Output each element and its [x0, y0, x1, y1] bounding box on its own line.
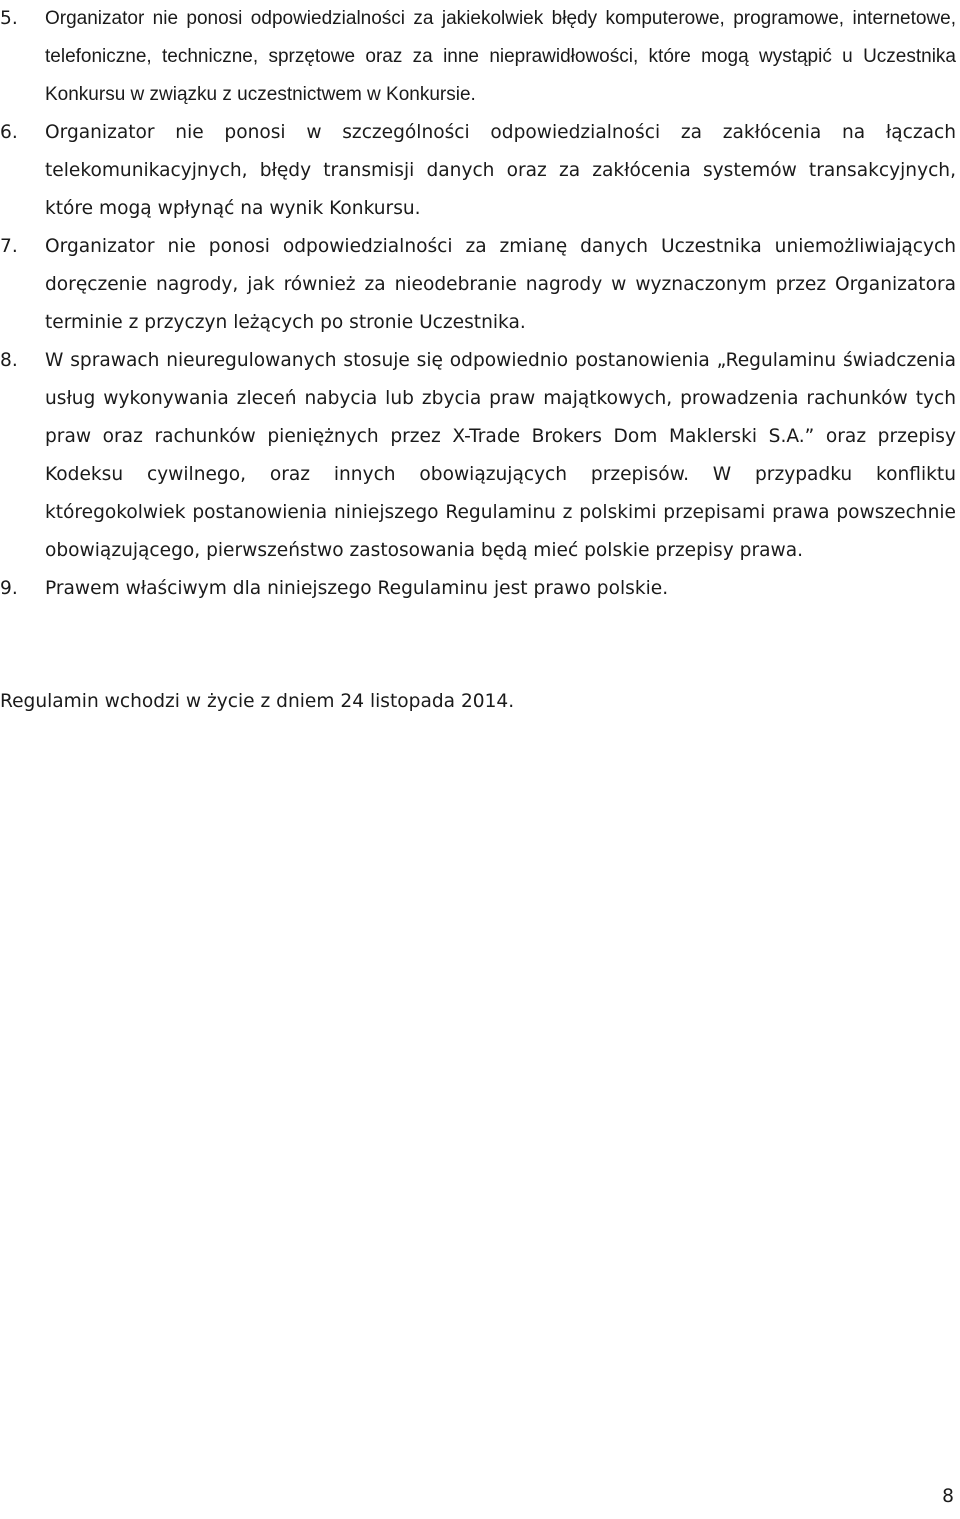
list-item	[0, 342, 956, 570]
item-text: W sprawach nieuregulowanych stosuje się odpowiednio postanowienia „Regulaminu świadczenia usług wykonywania zleceń nabycia lub zbycia praw majątkowych, prowadzenia rachunków tych praw oraz rachunków pieniężnych przez X-Trade Brokers Dom Maklerski S.A.” oraz przepisy Kodeksu cywilnego, oraz innych obowiązujących przepisów. W przypadku konfliktu któregokolwiek postanowienia niniejszego Regulaminu z polskimi przepisami prawa powszechnie obowiązującego, pierwszeństwo zastosowania będą mieć polskie przepisy prawa.	[45, 350, 956, 561]
item-text: Prawem właściwym dla niniejszego Regulaminu jest prawo polskie.	[45, 578, 669, 599]
item-number: 8.	[0, 350, 18, 371]
list-item	[0, 0, 956, 114]
item-text: Organizator nie ponosi w szczególności odpowiedzialności za zakłócenia na łączach telekomunikacyjnych, błędy transmisji danych oraz za zakłócenia systemów transakcyjnych, które mogą wpłynąć na wynik Konkursu.	[45, 122, 956, 219]
list-item	[0, 114, 956, 228]
effective-date-statement: Regulamin wchodzi w życie z dniem 24 listopada 2014.	[0, 691, 515, 712]
page-number: 8	[942, 1486, 954, 1507]
item-number: 9.	[0, 578, 18, 599]
list-item	[0, 228, 956, 342]
list-item	[0, 570, 956, 608]
regulation-list	[0, 0, 956, 608]
item-text: Organizator nie ponosi odpowiedzialności za jakiekolwiek błędy komputerowe, programowe, internetowe, telefoniczne, techniczne, sprzętowe oraz za inne nieprawidłowości, które mogą wystąpić u Uczestnika Konkursu w związku z uczestnictwem w Konkursie.	[45, 8, 956, 105]
item-number: 5.	[0, 8, 18, 29]
item-number: 7.	[0, 236, 18, 257]
item-text: Organizator nie ponosi odpowiedzialności za zmianę danych Uczestnika uniemożliwiających doręczenie nagrody, jak również za nieodebranie nagrody w wyznaczonym przez Organizatora terminie z przyczyn leżących po stronie Uczestnika.	[45, 236, 956, 333]
item-number: 6.	[0, 122, 18, 143]
